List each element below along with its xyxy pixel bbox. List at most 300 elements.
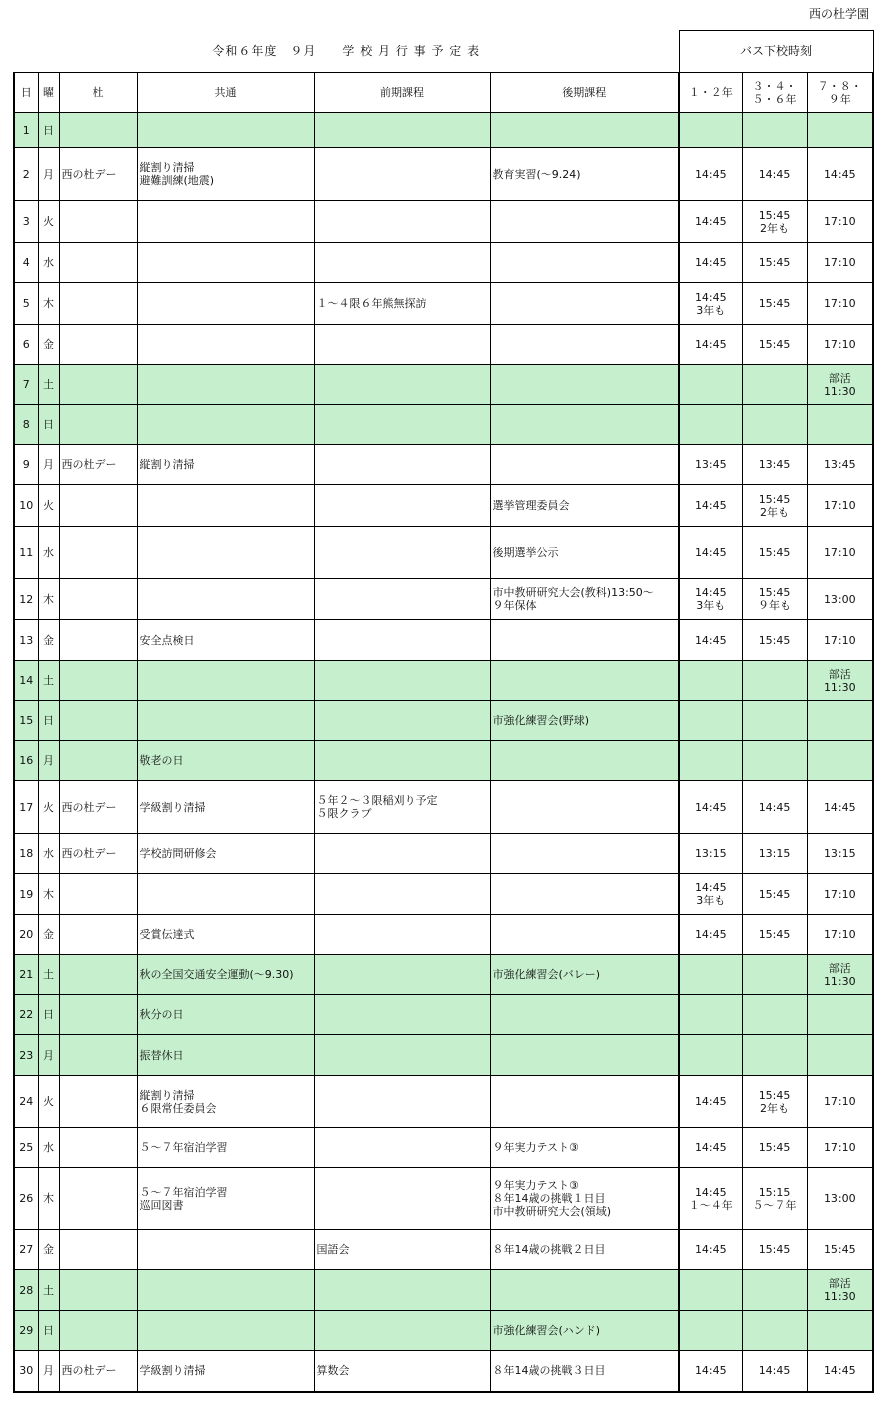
zenki-cell: ５年２～３限稲刈り予定 ５限クラブ — [314, 781, 490, 834]
zenki-cell — [314, 661, 490, 701]
bus-3-6-cell — [742, 995, 807, 1035]
common-cell — [137, 579, 314, 620]
common-cell — [137, 1311, 314, 1351]
day-cell: 7 — [14, 365, 38, 405]
zenki-cell — [314, 1311, 490, 1351]
day-cell: 14 — [14, 661, 38, 701]
weekday-cell: 火 — [38, 781, 59, 834]
bus-7-9-cell — [807, 701, 873, 741]
bus-7-9-cell: 13:00 — [807, 579, 873, 620]
zenki-cell — [314, 1076, 490, 1128]
kouki-cell — [490, 834, 679, 874]
kouki-cell — [490, 781, 679, 834]
table-row — [14, 1351, 873, 1392]
weekday-cell: 土 — [38, 1270, 59, 1311]
zenki-cell — [314, 620, 490, 661]
bus-7-9-cell: 17:10 — [807, 874, 873, 915]
day-cell: 19 — [14, 874, 38, 915]
bus-3-6-cell: 15:15 ５～７年 — [742, 1168, 807, 1230]
kouki-cell — [490, 620, 679, 661]
day-cell: 5 — [14, 283, 38, 325]
table-row — [14, 1270, 873, 1311]
zenki-cell — [314, 527, 490, 579]
table-row — [14, 113, 873, 148]
bus-3-6-cell: 15:45 2年も — [742, 1076, 807, 1128]
mori-cell: 西の杜デー — [59, 781, 137, 834]
bus-7-9-cell — [807, 113, 873, 148]
kouki-cell — [490, 995, 679, 1035]
mori-cell — [59, 955, 137, 995]
bus-7-9-cell: 17:10 — [807, 620, 873, 661]
weekday-cell: 土 — [38, 365, 59, 405]
bus-7-9-cell: 13:45 — [807, 445, 873, 485]
weekday-cell: 日 — [38, 701, 59, 741]
bus-1-2-cell: 14:45 — [679, 1351, 742, 1392]
table-row — [14, 201, 873, 243]
weekday-cell: 日 — [38, 1311, 59, 1351]
weekday-cell: 金 — [38, 620, 59, 661]
day-cell: 25 — [14, 1128, 38, 1168]
common-cell — [137, 243, 314, 283]
day-cell: 17 — [14, 781, 38, 834]
bus-7-9-cell: 14:45 — [807, 781, 873, 834]
kouki-cell: 市中教研研究大会(教科)13:50～ ９年保体 — [490, 579, 679, 620]
mori-cell — [59, 485, 137, 527]
day-cell: 22 — [14, 995, 38, 1035]
table-row — [14, 148, 873, 201]
table-row — [14, 781, 873, 834]
common-cell — [137, 701, 314, 741]
weekday-cell: 月 — [38, 1351, 59, 1392]
common-cell: 学校訪問研修会 — [137, 834, 314, 874]
bus-1-2-cell: 13:15 — [679, 834, 742, 874]
bus-1-2-cell — [679, 1270, 742, 1311]
mori-cell — [59, 874, 137, 915]
day-cell: 12 — [14, 579, 38, 620]
mori-cell — [59, 283, 137, 325]
bus-3-6-cell — [742, 113, 807, 148]
bus-1-2-cell — [679, 113, 742, 148]
kouki-cell — [490, 1076, 679, 1128]
header-bus-grade-3-6: ３・４・ ５・６年 — [742, 73, 807, 113]
bus-7-9-cell: 部活 11:30 — [807, 661, 873, 701]
header-day: 日 — [14, 73, 38, 113]
bus-7-9-cell: 17:10 — [807, 201, 873, 243]
kouki-cell — [490, 915, 679, 955]
bus-3-6-cell: 14:45 — [742, 781, 807, 834]
common-cell: 縦割り清掃 ６限常任委員会 — [137, 1076, 314, 1128]
zenki-cell — [314, 995, 490, 1035]
day-cell: 24 — [14, 1076, 38, 1128]
kouki-cell — [490, 283, 679, 325]
table-row — [14, 874, 873, 915]
common-cell: 学級割り清掃 — [137, 1351, 314, 1392]
bus-1-2-cell: 14:45 — [679, 620, 742, 661]
mori-cell — [59, 661, 137, 701]
bus-3-6-cell: 13:45 — [742, 445, 807, 485]
table-row — [14, 283, 873, 325]
header-kouki: 後期課程 — [490, 73, 679, 113]
bus-3-6-cell: 15:45 — [742, 915, 807, 955]
weekday-cell: 月 — [38, 148, 59, 201]
common-cell: ５～７年宿泊学習 — [137, 1128, 314, 1168]
bus-7-9-cell — [807, 995, 873, 1035]
weekday-cell: 火 — [38, 201, 59, 243]
mori-cell: 西の杜デー — [59, 445, 137, 485]
weekday-cell: 木 — [38, 874, 59, 915]
kouki-cell — [490, 445, 679, 485]
kouki-cell — [490, 1270, 679, 1311]
common-cell — [137, 527, 314, 579]
table-row — [14, 1311, 873, 1351]
bus-3-6-cell — [742, 661, 807, 701]
weekday-cell: 日 — [38, 113, 59, 148]
mori-cell — [59, 1311, 137, 1351]
weekday-cell: 水 — [38, 1128, 59, 1168]
bus-3-6-cell: 14:45 — [742, 148, 807, 201]
bus-3-6-cell: 15:45 — [742, 243, 807, 283]
day-cell: 9 — [14, 445, 38, 485]
bus-3-6-cell — [742, 365, 807, 405]
bus-7-9-cell: 17:10 — [807, 915, 873, 955]
table-row — [14, 834, 873, 874]
zenki-cell — [314, 874, 490, 915]
bus-1-2-cell: 14:45 — [679, 781, 742, 834]
mori-cell — [59, 1230, 137, 1270]
kouki-cell — [490, 1035, 679, 1076]
mori-cell — [59, 365, 137, 405]
weekday-cell: 金 — [38, 915, 59, 955]
bus-1-2-cell — [679, 741, 742, 781]
mori-cell — [59, 243, 137, 283]
bus-7-9-cell — [807, 405, 873, 445]
bus-7-9-cell: 部活 11:30 — [807, 365, 873, 405]
kouki-cell: 市強化練習会(バレー) — [490, 955, 679, 995]
table-row — [14, 243, 873, 283]
bus-1-2-cell — [679, 365, 742, 405]
bus-1-2-cell — [679, 1035, 742, 1076]
weekday-cell: 木 — [38, 579, 59, 620]
mori-cell — [59, 1035, 137, 1076]
weekday-cell: 土 — [38, 661, 59, 701]
mori-cell — [59, 1168, 137, 1230]
mori-cell — [59, 405, 137, 445]
common-cell — [137, 874, 314, 915]
table-row — [14, 915, 873, 955]
bus-7-9-cell: 15:45 — [807, 1230, 873, 1270]
zenki-cell — [314, 445, 490, 485]
bus-3-6-cell: 15:45 — [742, 620, 807, 661]
mori-cell — [59, 201, 137, 243]
common-cell — [137, 365, 314, 405]
kouki-cell: 教育実習(～9.24) — [490, 148, 679, 201]
day-cell: 18 — [14, 834, 38, 874]
day-cell: 3 — [14, 201, 38, 243]
mori-cell — [59, 579, 137, 620]
table-row — [14, 741, 873, 781]
table-row — [14, 995, 873, 1035]
weekday-cell: 水 — [38, 243, 59, 283]
header-row — [14, 73, 873, 113]
bus-3-6-cell — [742, 741, 807, 781]
mori-cell: 西の杜デー — [59, 148, 137, 201]
common-cell: 学級割り清掃 — [137, 781, 314, 834]
zenki-cell — [314, 201, 490, 243]
day-cell: 10 — [14, 485, 38, 527]
bus-1-2-cell: 14:45 3年も — [679, 283, 742, 325]
kouki-cell: 市強化練習会(野球) — [490, 701, 679, 741]
mori-cell: 西の杜デー — [59, 834, 137, 874]
header-bus-grade-7-9: ７・８・ ９年 — [807, 73, 873, 113]
zenki-cell — [314, 325, 490, 365]
bus-1-2-cell: 14:45 — [679, 243, 742, 283]
day-cell: 26 — [14, 1168, 38, 1230]
bus-time-title: バス下校時刻 — [679, 31, 873, 73]
table-row — [14, 955, 873, 995]
kouki-cell: 後期選挙公示 — [490, 527, 679, 579]
mori-cell — [59, 325, 137, 365]
table-row — [14, 1168, 873, 1230]
common-cell: 縦割り清掃 — [137, 445, 314, 485]
zenki-cell — [314, 1270, 490, 1311]
mori-cell — [59, 113, 137, 148]
weekday-cell: 日 — [38, 995, 59, 1035]
bus-1-2-cell: 14:45 — [679, 485, 742, 527]
bus-1-2-cell — [679, 701, 742, 741]
day-cell: 8 — [14, 405, 38, 445]
day-cell: 15 — [14, 701, 38, 741]
bus-3-6-cell: 15:45 ９年も — [742, 579, 807, 620]
table-row — [14, 1076, 873, 1128]
kouki-cell — [490, 365, 679, 405]
bus-7-9-cell: 部活 11:30 — [807, 955, 873, 995]
mori-cell — [59, 741, 137, 781]
common-cell — [137, 201, 314, 243]
weekday-cell: 月 — [38, 445, 59, 485]
day-cell: 2 — [14, 148, 38, 201]
weekday-cell: 日 — [38, 405, 59, 445]
kouki-cell: ８年14歳の挑戦２日目 — [490, 1230, 679, 1270]
common-cell — [137, 1270, 314, 1311]
bus-7-9-cell: 14:45 — [807, 1351, 873, 1392]
bus-7-9-cell: 17:10 — [807, 1076, 873, 1128]
bus-7-9-cell: 部活 11:30 — [807, 1270, 873, 1311]
common-cell: 受賞伝達式 — [137, 915, 314, 955]
zenki-cell — [314, 148, 490, 201]
kouki-cell: ８年14歳の挑戦３日目 — [490, 1351, 679, 1392]
bus-1-2-cell: 14:45 １～４年 — [679, 1168, 742, 1230]
common-cell — [137, 325, 314, 365]
bus-1-2-cell — [679, 1311, 742, 1351]
weekday-cell: 金 — [38, 1230, 59, 1270]
bus-7-9-cell: 13:15 — [807, 834, 873, 874]
mori-cell — [59, 915, 137, 955]
bus-3-6-cell: 15:45 — [742, 1128, 807, 1168]
bus-7-9-cell: 17:10 — [807, 485, 873, 527]
weekday-cell: 土 — [38, 955, 59, 995]
bus-1-2-cell: 14:45 — [679, 1128, 742, 1168]
common-cell: 振替休日 — [137, 1035, 314, 1076]
bus-1-2-cell — [679, 405, 742, 445]
table-row — [14, 365, 873, 405]
bus-1-2-cell — [679, 955, 742, 995]
kouki-cell: 選挙管理委員会 — [490, 485, 679, 527]
bus-7-9-cell — [807, 741, 873, 781]
bus-3-6-cell: 15:45 2年も — [742, 485, 807, 527]
zenki-cell: １～４限６年熊無探訪 — [314, 283, 490, 325]
zenki-cell — [314, 741, 490, 781]
bus-1-2-cell: 14:45 — [679, 148, 742, 201]
bus-1-2-cell: 14:45 3年も — [679, 579, 742, 620]
common-cell: 敬老の日 — [137, 741, 314, 781]
kouki-cell — [490, 113, 679, 148]
table-row — [14, 1035, 873, 1076]
kouki-cell: ９年実力テスト③ — [490, 1128, 679, 1168]
table-row — [14, 1230, 873, 1270]
table-row — [14, 405, 873, 445]
day-cell: 23 — [14, 1035, 38, 1076]
weekday-cell: 木 — [38, 1168, 59, 1230]
day-cell: 29 — [14, 1311, 38, 1351]
mori-cell — [59, 620, 137, 661]
weekday-cell: 木 — [38, 283, 59, 325]
bus-7-9-cell: 14:45 — [807, 148, 873, 201]
bus-7-9-cell: 17:10 — [807, 527, 873, 579]
bus-7-9-cell: 17:10 — [807, 283, 873, 325]
header-common: 共通 — [137, 73, 314, 113]
common-cell — [137, 1230, 314, 1270]
table-row — [14, 579, 873, 620]
common-cell — [137, 661, 314, 701]
zenki-cell — [314, 243, 490, 283]
zenki-cell — [314, 1168, 490, 1230]
bus-3-6-cell: 15:45 — [742, 1230, 807, 1270]
kouki-cell — [490, 741, 679, 781]
header-mori: 杜 — [59, 73, 137, 113]
zenki-cell — [314, 113, 490, 148]
table-row — [14, 620, 873, 661]
bus-7-9-cell: 17:10 — [807, 243, 873, 283]
bus-7-9-cell — [807, 1311, 873, 1351]
table-row — [14, 1128, 873, 1168]
bus-1-2-cell: 14:45 — [679, 201, 742, 243]
bus-3-6-cell — [742, 1311, 807, 1351]
mori-cell — [59, 1270, 137, 1311]
bus-3-6-cell: 14:45 — [742, 1351, 807, 1392]
table-row — [14, 661, 873, 701]
bus-1-2-cell — [679, 995, 742, 1035]
day-cell: 6 — [14, 325, 38, 365]
day-cell: 28 — [14, 1270, 38, 1311]
bus-1-2-cell: 14:45 — [679, 1230, 742, 1270]
zenki-cell — [314, 405, 490, 445]
weekday-cell: 火 — [38, 1076, 59, 1128]
table-row — [14, 325, 873, 365]
table-row — [14, 701, 873, 741]
organization-name: 西の杜学園 — [808, 7, 869, 21]
bus-1-2-cell: 14:45 — [679, 915, 742, 955]
day-cell: 11 — [14, 527, 38, 579]
kouki-cell — [490, 243, 679, 283]
weekday-cell: 水 — [38, 834, 59, 874]
bus-7-9-cell: 17:10 — [807, 325, 873, 365]
mori-cell — [59, 1076, 137, 1128]
mori-cell — [59, 995, 137, 1035]
bus-3-6-cell: 15:45 — [742, 527, 807, 579]
weekday-cell: 月 — [38, 1035, 59, 1076]
weekday-cell: 水 — [38, 527, 59, 579]
common-cell: 縦割り清掃 避難訓練(地震) — [137, 148, 314, 201]
common-cell — [137, 113, 314, 148]
common-cell — [137, 283, 314, 325]
bus-3-6-cell: 15:45 2年も — [742, 201, 807, 243]
bus-3-6-cell — [742, 701, 807, 741]
bus-7-9-cell: 17:10 — [807, 1128, 873, 1168]
kouki-cell — [490, 874, 679, 915]
common-cell — [137, 405, 314, 445]
mori-cell — [59, 527, 137, 579]
bus-1-2-cell: 14:45 — [679, 325, 742, 365]
header-bus-grade-1-2: １・２年 — [679, 73, 742, 113]
schedule-table — [13, 30, 874, 1393]
zenki-cell — [314, 834, 490, 874]
zenki-cell — [314, 485, 490, 527]
bus-3-6-cell: 15:45 — [742, 325, 807, 365]
bus-7-9-cell — [807, 1035, 873, 1076]
day-cell: 4 — [14, 243, 38, 283]
weekday-cell: 金 — [38, 325, 59, 365]
schedule-title: 令和６年度 ９月 学 校 月 行 事 予 定 表 — [212, 43, 481, 58]
day-cell: 16 — [14, 741, 38, 781]
day-cell: 30 — [14, 1351, 38, 1392]
mori-cell — [59, 701, 137, 741]
bus-3-6-cell: 13:15 — [742, 834, 807, 874]
day-cell: 21 — [14, 955, 38, 995]
bus-3-6-cell: 15:45 — [742, 874, 807, 915]
zenki-cell — [314, 915, 490, 955]
table-row — [14, 445, 873, 485]
zenki-cell — [314, 579, 490, 620]
weekday-cell: 月 — [38, 741, 59, 781]
bus-1-2-cell: 14:45 3年も — [679, 874, 742, 915]
zenki-cell — [314, 701, 490, 741]
mori-cell — [59, 1128, 137, 1168]
table-row — [14, 527, 873, 579]
common-cell: 秋分の日 — [137, 995, 314, 1035]
day-cell: 20 — [14, 915, 38, 955]
header-weekday: 曜 — [38, 73, 59, 113]
zenki-cell — [314, 365, 490, 405]
bus-3-6-cell — [742, 1270, 807, 1311]
zenki-cell: 算数会 — [314, 1351, 490, 1392]
bus-3-6-cell — [742, 1035, 807, 1076]
kouki-cell: 市強化練習会(ハンド) — [490, 1311, 679, 1351]
bus-1-2-cell: 14:45 — [679, 1076, 742, 1128]
zenki-cell — [314, 1128, 490, 1168]
bus-3-6-cell: 15:45 — [742, 283, 807, 325]
bus-1-2-cell — [679, 661, 742, 701]
zenki-cell — [314, 955, 490, 995]
bus-7-9-cell: 13:00 — [807, 1168, 873, 1230]
common-cell: 秋の全国交通安全運動(～9.30) — [137, 955, 314, 995]
weekday-cell: 火 — [38, 485, 59, 527]
day-cell: 27 — [14, 1230, 38, 1270]
common-cell: ５～７年宿泊学習 巡回図書 — [137, 1168, 314, 1230]
bus-3-6-cell — [742, 955, 807, 995]
day-cell: 1 — [14, 113, 38, 148]
bus-3-6-cell — [742, 405, 807, 445]
mori-cell: 西の杜デー — [59, 1351, 137, 1392]
